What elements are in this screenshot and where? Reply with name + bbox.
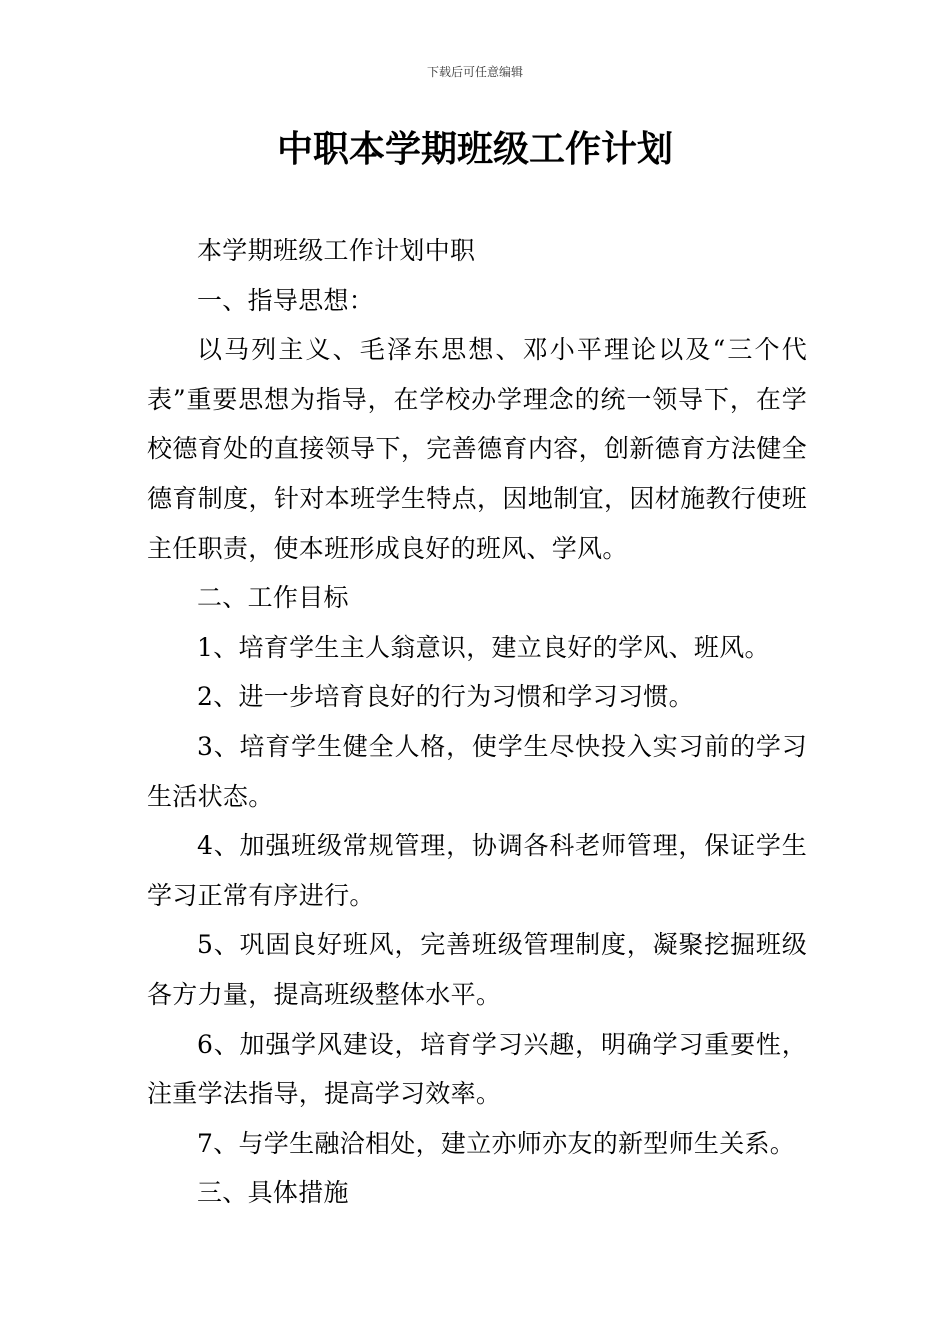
paragraph-goal-1: 1、培育学生主人翁意识，建立良好的学风、班风。: [197, 632, 770, 662]
paragraph-goal-7: 7、与学生融洽相处，建立亦师亦友的新型师生关系。: [197, 1128, 796, 1158]
header-note: 下载后可任意编辑: [426, 65, 523, 79]
paragraph-subtitle: 本学期班级工作计划中职: [197, 236, 476, 265]
paragraph-goal-2: 2、进一步培育良好的行为习惯和学习习惯。: [197, 682, 694, 712]
paragraph-goal-6: 6、加强学风建设，培育学习兴趣，明确学习重要性，注重学法指导，提高学习效率。: [147, 1029, 807, 1109]
paragraph-goal-5: 5、巩固良好班风，完善班级管理制度，凝聚挖掘班级各方力量，提高班级整体水平。: [147, 930, 807, 1009]
paragraph-heading-measures: 三、具体措施: [197, 1178, 349, 1208]
paragraph-goal-4: 4、加强班级常规管理，协调各科老师管理，保证学生学习正常有序进行。: [147, 831, 807, 910]
paragraph-heading-work-goals: 二、工作目标: [197, 583, 349, 613]
paragraph-goal-3: 3、培育学生健全人格，使学生尽快投入实习前的学习生活状态。: [147, 731, 807, 811]
paragraph-heading-guiding-thought: 一、指导思想：: [197, 285, 375, 315]
document-title: 中职本学期班级工作计划: [276, 129, 673, 170]
document-body: [147, 226, 807, 1218]
paragraph-guiding-thought: 以马列主义、毛泽东思想、邓小平理论以及“三个代表”重要思想为指导，在学校办学理念的统一领导下，在学校德育处的直接领导下，完善德育内容，创新德育方法健全德育制度，针对本班学生特点，因地制宜，因材施教行使班主任职责，使本班形成良好的班风、学风。: [147, 335, 807, 563]
